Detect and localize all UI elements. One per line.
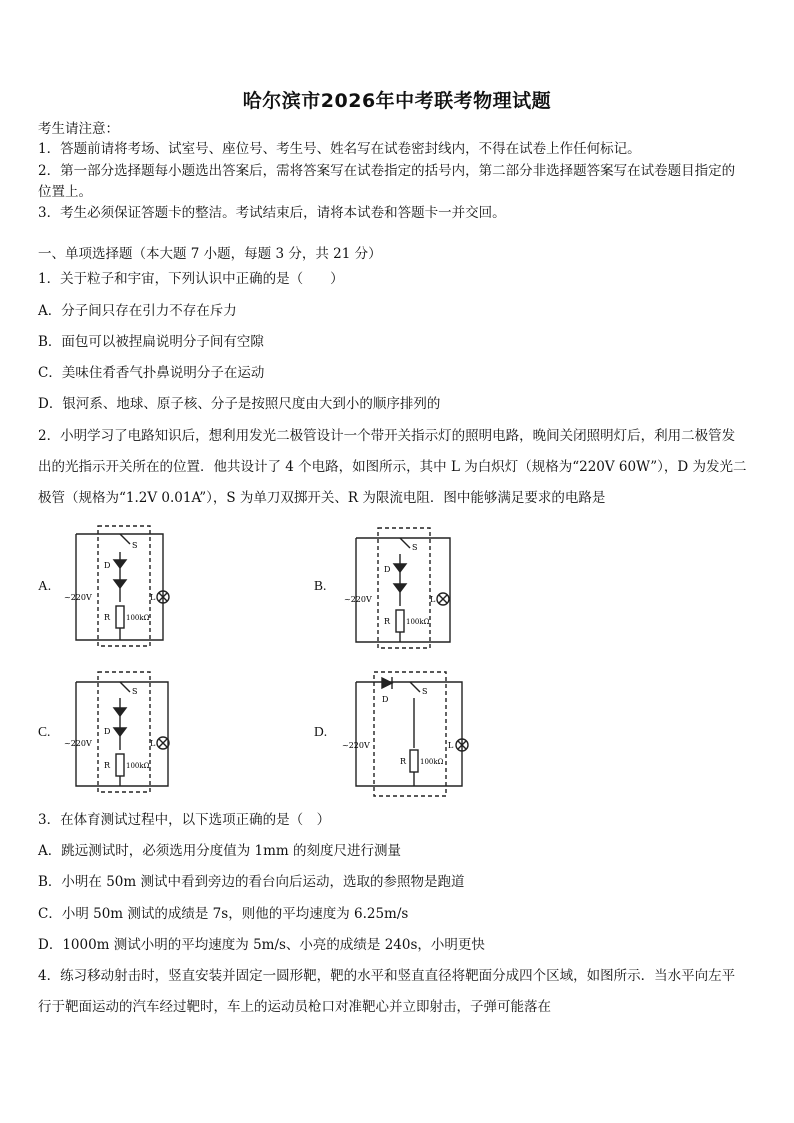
circuit-resistor-label: R xyxy=(384,617,391,626)
circuit-d-label: D. xyxy=(314,724,328,739)
circuit-resistor-value: 100kΩ xyxy=(420,758,444,766)
question-stem: 2．小明学习了电路知识后，想利用发光二极管设计一个带开关指示灯的照明电路，晚间关闭照明灯后，利用二极管发 xyxy=(38,428,736,444)
circuit-switch-label: S xyxy=(412,543,418,552)
answer-option: C．小明 50m 测试的成绩是 7s，则他的平均速度为 6.25m/s xyxy=(38,906,409,922)
circuit-b-label: B. xyxy=(314,578,327,593)
circuit-switch-label: S xyxy=(422,687,428,696)
circuit-resistor-label: R xyxy=(400,757,407,766)
notice-item: 3．考生必须保证答题卡的整洁。考试结束后，请将本试卷和答题卡一并交回。 xyxy=(38,205,506,221)
circuit-resistor-value: 100kΩ xyxy=(126,762,150,770)
circuit-source-label: ~220V xyxy=(64,593,92,602)
circuit-switch-label: S xyxy=(132,541,138,550)
notice-heading: 考生请注意： xyxy=(38,121,119,137)
circuit-d-diagram xyxy=(338,668,474,800)
answer-option: D．1000m 测试小明的平均速度为 5m/s、小亮的成绩是 240s，小明更快 xyxy=(38,937,485,953)
answer-option: C．美味住肴香气扑鼻说明分子在运动 xyxy=(38,365,265,381)
circuit-a-diagram xyxy=(58,522,178,650)
circuit-resistor-value: 100kΩ xyxy=(406,618,430,626)
circuit-a-label: A. xyxy=(38,578,52,593)
question-stem: 出的光指示开关所在的位置．他共设计了 4 个电路，如图所示，其中 L 为白炽灯（规格为“220V 60W”），D 为发光二 xyxy=(38,459,747,475)
circuit-diode-label: D xyxy=(382,695,389,704)
answer-option: D．银河系、地球、原子核、分子是按照尺度由大到小的顺序排列的 xyxy=(38,396,441,412)
answer-option: B．小明在 50m 测试中看到旁边的看台向后运动，选取的参照物是跑道 xyxy=(38,874,465,890)
answer-option: A．跳远测试时，必须选用分度值为 1mm 的刻度尺进行测量 xyxy=(38,843,402,859)
question-stem: 极管（规格为“1.2V 0.01A”），S 为单刀双掷开关、R 为限流电阻．图中能够满足要求的电路是 xyxy=(38,490,606,506)
circuit-diode-label: D xyxy=(104,727,111,736)
answer-option: A．分子间只存在引力不存在斥力 xyxy=(38,303,237,319)
notice-item: 2．第一部分选择题每小题选出答案后，需将答案写在试卷指定的括号内，第二部分非选择题答案写在试卷题目指定的 xyxy=(38,163,736,179)
circuit-lamp-label: L xyxy=(150,739,156,748)
circuit-diode-label: D xyxy=(384,565,391,574)
notice-item: 位置上。 xyxy=(38,184,92,200)
circuit-switch-label: S xyxy=(132,687,138,696)
answer-option: B．面包可以被捏扁说明分子间有空隙 xyxy=(38,334,264,350)
circuit-lamp-label: L xyxy=(150,593,156,602)
circuit-c-diagram xyxy=(58,668,182,796)
circuit-resistor-label: R xyxy=(104,613,111,622)
question-stem: 1．关于粒子和宇宙，下列认识中正确的是（ ） xyxy=(38,271,344,287)
page-title: 哈尔滨市2026年中考联考物理试题 xyxy=(242,90,552,112)
circuit-c-label: C. xyxy=(38,724,51,739)
question-stem: 行于靶面运动的汽车经过靶时，车上的运动员枪口对准靶心并立即射击，子弹可能落在 xyxy=(38,999,551,1015)
question-stem: 3．在体育测试过程中，以下选项正确的是（ ） xyxy=(38,812,331,828)
circuit-lamp-label: L xyxy=(448,741,454,750)
circuit-resistor-value: 100kΩ xyxy=(126,614,150,622)
circuit-source-label: ~220V xyxy=(344,595,372,604)
circuit-lamp-label: L xyxy=(430,595,436,604)
circuit-source-label: ~220V xyxy=(342,741,370,750)
circuit-resistor-label: R xyxy=(104,761,111,770)
circuit-b-diagram xyxy=(338,524,462,652)
section-heading: 一、单项选择题（本大题 7 小题，每题 3 分，共 21 分） xyxy=(38,246,382,262)
circuit-diode-label: D xyxy=(104,561,111,570)
circuit-source-label: ~220V xyxy=(64,739,92,748)
notice-item: 1．答题前请将考场、试室号、座位号、考生号、姓名写在试卷密封线内，不得在试卷上作任何标记。 xyxy=(38,141,641,157)
question-stem: 4．练习移动射击时，竖直安装并固定一圆形靶，靶的水平和竖直直径将靶面分成四个区域，如图所示．当水平向左平 xyxy=(38,968,736,984)
